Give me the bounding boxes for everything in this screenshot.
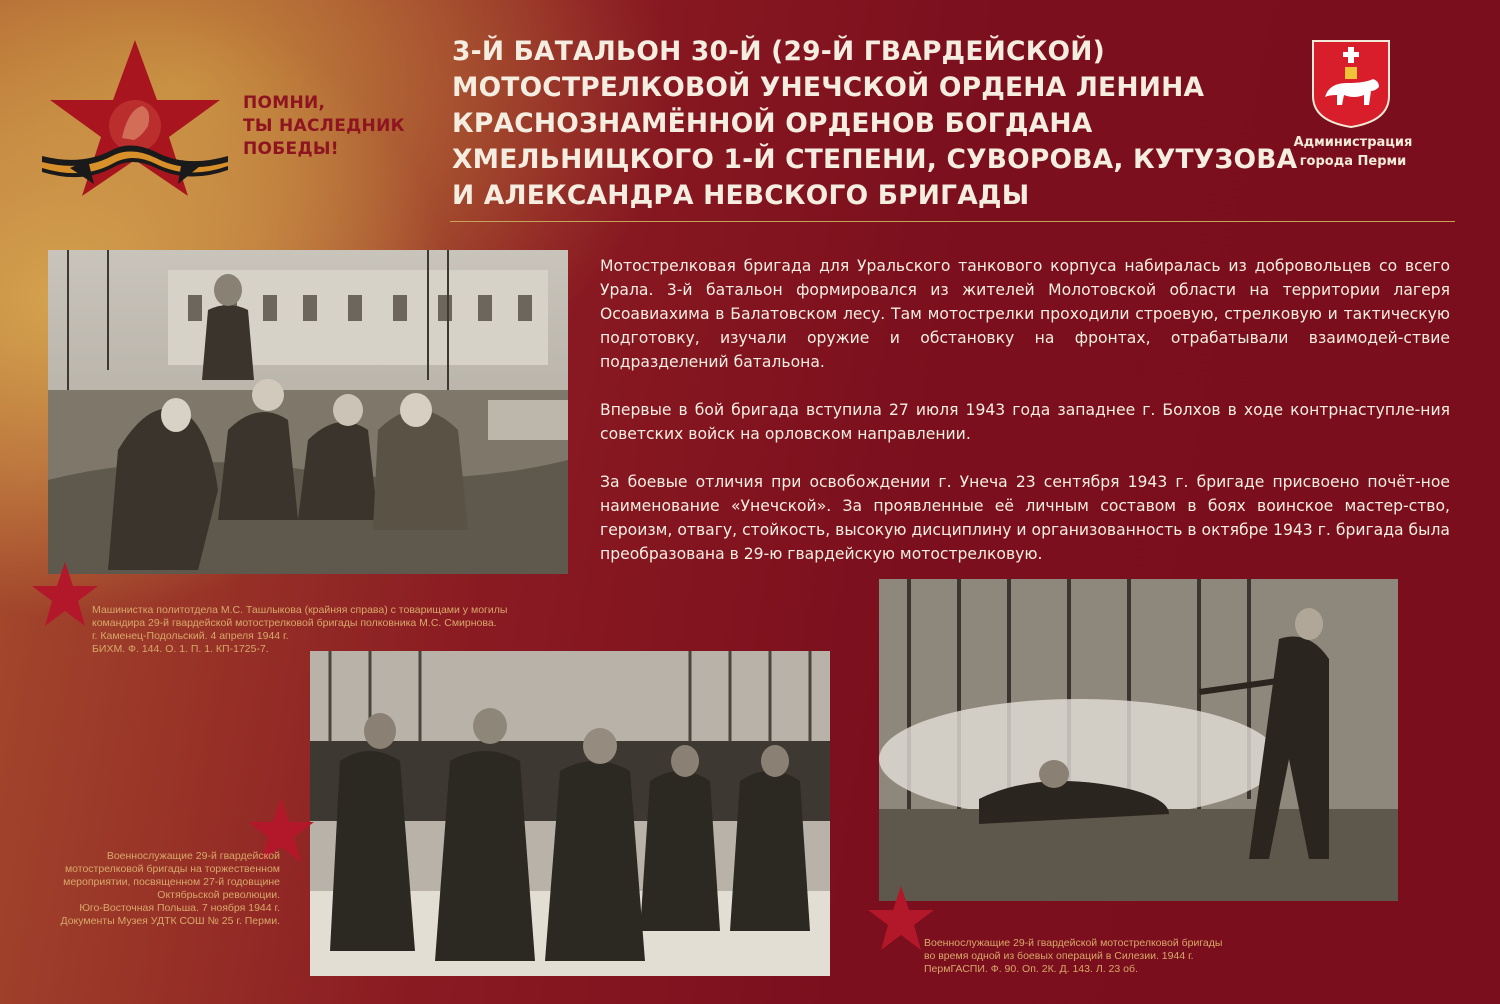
admin-label (1278, 133, 1428, 171)
slogan-line: ТЫ НАСЛЕДНИК (243, 116, 405, 136)
caption-line: г. Каменец-Подольский. 4 апреля 1944 г. (92, 630, 289, 642)
slogan-line: ПОМНИ, (243, 93, 326, 113)
title-line: ХМЕЛЬНИЦКОГО 1-Й СТЕПЕНИ, СУВОРОВА, КУТУЗОВА (452, 144, 1298, 175)
title-divider (450, 221, 1455, 222)
caption-line: Октябрьской революции. (157, 889, 280, 901)
red-star-ribbon-icon (40, 38, 230, 198)
caption-line: Документы Музея УДТК СОШ № 25 г. Перми. (60, 915, 280, 927)
paragraph: Мотострелковая бригада для Уральского танкового корпуса набиралась из добровольцев со всего Урала. 3-й батальон формировался из жителей Молотовской области на территории лагеря Осоавиахима в Балатовском лесу. Там мотострелки проходили строевую, стрелковую и тактическую подготовку, изучали оружие и обстановку на фронтах, отрабатывали взаимодей-ствие подразделений батальона. (600, 257, 1450, 371)
admin-line: Администрация (1293, 135, 1413, 150)
caption-line: ПермГАСПИ. Ф. 90. Оп. 2К. Д. 143. Л. 23 об. (924, 963, 1138, 975)
caption-line: Машинистка политотдела М.С. Ташлыкова (крайняя справа) с товарищами у могилы (92, 604, 508, 616)
slogan-line: ПОБЕДЫ! (243, 139, 339, 159)
title-line: И АЛЕКСАНДРА НЕВСКОГО БРИГАДЫ (452, 180, 1030, 211)
paragraph: За боевые отличия при освобождении г. Унеча 23 сентября 1943 г. бригаде присвоено почёт-ное наименование «Унечской». За проявленные её личным составом в боях воинское мастер-ство, героизм, отвагу, стойкость, высокую дисциплину и организованность в октябре 1943 г. бригада была преобразована в 29-ю гвардейскую мотострелковую. (600, 473, 1450, 563)
page-title (452, 34, 1302, 214)
caption-line: мероприятии, посвященном 27-й годовщине (63, 876, 280, 888)
title-line: 3-Й БАТАЛЬОН 30-Й (29-Й ГВАРДЕЙСКОЙ) (452, 36, 1105, 67)
photo-women-soldiers (48, 250, 568, 574)
caption-line: во время одной из боевых операций в Силезии. 1944 г. (924, 950, 1194, 962)
caption-line: мотострелковой бригады на торжественном (64, 863, 280, 875)
perm-bear-coat-of-arms-icon (1311, 39, 1391, 129)
caption-photo2 (20, 850, 280, 928)
admin-line: города Перми (1299, 154, 1407, 169)
photo-forest-combat (879, 579, 1398, 901)
caption-line: Военнослужащие 29-й гвардейской мотострелковой бригады (924, 937, 1223, 949)
title-line: МОТОСТРЕЛКОВОЙ УНЕЧСКОЙ ОРДЕНА ЛЕНИНА (452, 72, 1205, 103)
caption-line: БИХМ. Ф. 144. О. 1. П. 1. КП-1725-7. (92, 643, 269, 655)
photo-marching-soldiers (310, 651, 830, 976)
caption-line: Юго-Восточная Польша. 7 ноября 1944 г. (79, 902, 280, 914)
title-line: КРАСНОЗНАМЁННОЙ ОРДЕНОВ БОГДАНА (452, 108, 1093, 139)
slogan (243, 92, 433, 161)
red-star-icon (30, 560, 100, 630)
caption-line: командира 29-й гвардейской мотострелковой бригады полковника М.С. Смирнова. (92, 617, 497, 629)
caption-line: Военнослужащие 29-й гвардейской (106, 850, 280, 862)
caption-photo1 (92, 604, 532, 656)
paragraph: Впервые в бой бригада вступила 27 июля 1943 года западнее г. Болхов в ходе контрнаступле-ния советских войск на орловском направлении. (600, 401, 1450, 443)
caption-photo3 (924, 937, 1264, 976)
body-text (600, 254, 1450, 590)
